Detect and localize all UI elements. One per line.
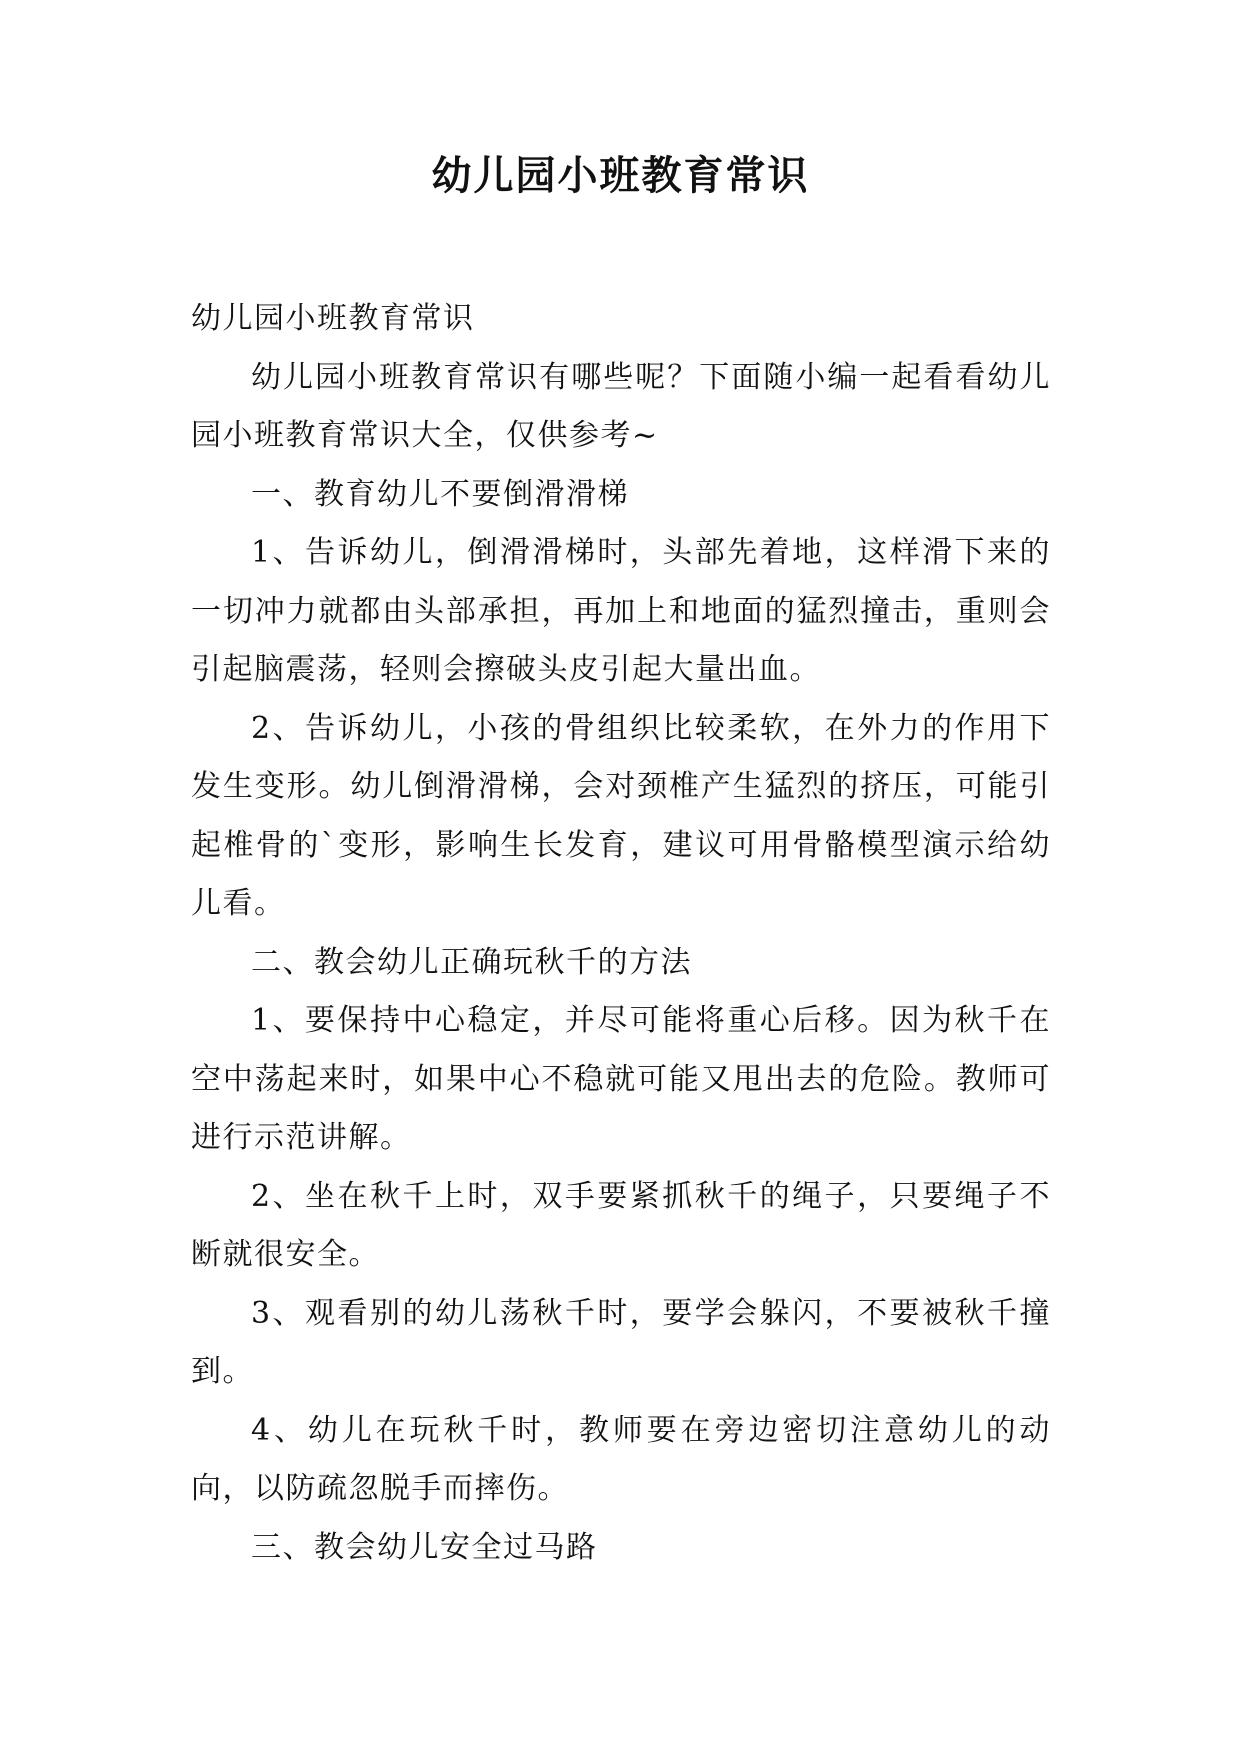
subtitle-paragraph: 幼儿园小班教育常识 — [191, 301, 475, 336]
document-title: 幼儿园小班教育常识 — [431, 153, 810, 199]
body-paragraph: 1、要保持中心稳定，并尽可能将重心后移。因为秋千在空中荡起来时，如果中心不稳就可能又甩出去的危险。教师可进行示范讲解。 — [191, 1003, 1051, 1155]
section-heading: 二、教会幼儿正确玩秋千的方法 — [251, 944, 692, 980]
section-heading: 三、教会幼儿安全过马路 — [251, 1529, 598, 1565]
document-body — [191, 290, 1051, 1577]
body-paragraph: 2、坐在秋千上时，双手要紧抓秋千的绳子，只要绳子不断就很安全。 — [191, 1178, 1051, 1272]
body-paragraph: 4、幼儿在玩秋千时，教师要在旁边密切注意幼儿的动向，以防疏忽脱手而摔伤。 — [191, 1412, 1051, 1506]
body-paragraph: 3、观看别的幼儿荡秋千时，要学会躲闪，不要被秋千撞到。 — [191, 1295, 1051, 1389]
body-paragraph: 1、告诉幼儿，倒滑滑梯时，头部先着地，这样滑下来的一切冲力就都由头部承担，再加上和地面的猛烈撞击，重则会引起脑震荡，轻则会擦破头皮引起大量出血。 — [191, 535, 1051, 687]
section-heading: 一、教育幼儿不要倒滑滑梯 — [251, 476, 629, 512]
intro-paragraph: 幼儿园小班教育常识有哪些呢？下面随小编一起看看幼儿园小班教育常识大全，仅供参考~ — [191, 359, 1051, 453]
body-paragraph: 2、告诉幼儿，小孩的骨组织比较柔软，在外力的作用下发生变形。幼儿倒滑滑梯，会对颈椎产生猛烈的挤压，可能引起椎骨的`变形，影响生长发育，建议可用骨骼模型演示给幼儿看。 — [191, 710, 1051, 921]
